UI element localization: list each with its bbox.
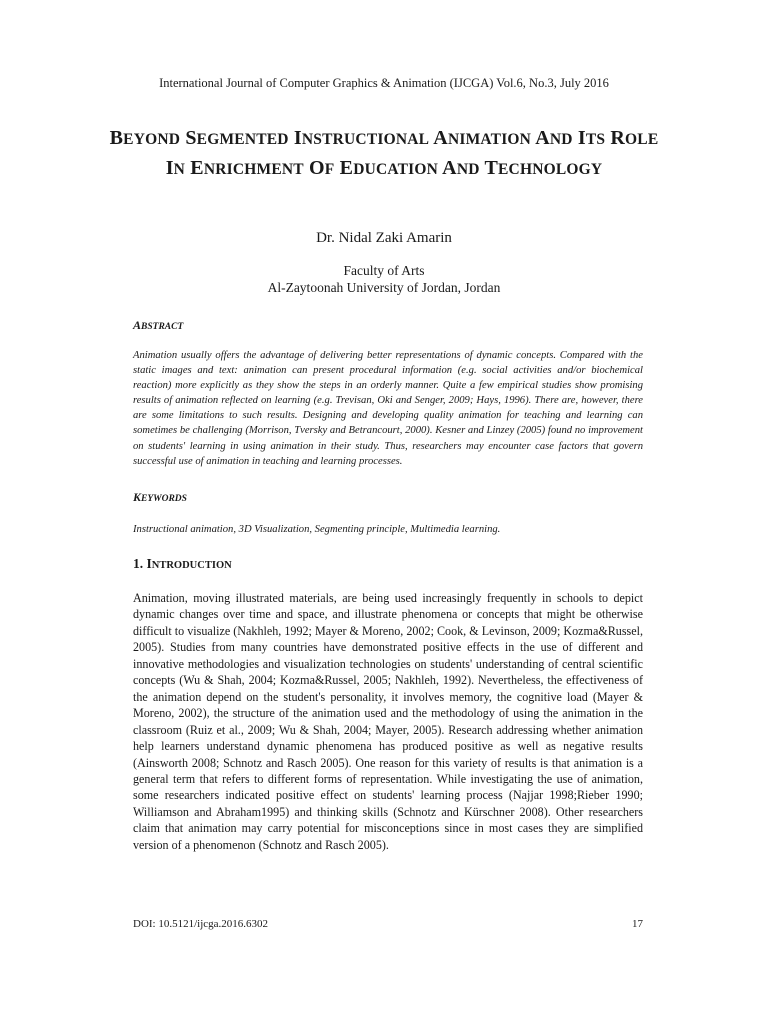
journal-running-header: International Journal of Computer Graphics & Animation (IJCGA) Vol.6, No.3, July 2016	[159, 76, 609, 90]
footer-page-number: 17	[632, 918, 643, 930]
footer-doi: DOI: 10.5121/ijcga.2016.6302	[133, 918, 269, 930]
abstract-heading	[133, 318, 183, 333]
introduction-heading-text: 1. INTRODUCTION	[133, 556, 232, 571]
affiliation-university: Al-Zaytoonah University of Jordan, Jordan	[267, 280, 501, 295]
paper-title-smallcaps: BEYOND SEGMENTED INSTRUCTIONAL ANIMATION AND ITS ROLE IN ENRICHMENT OF EDUCATION AND TECHNOLOGY	[109, 127, 659, 179]
author-affiliation	[0, 262, 768, 296]
affiliation-faculty: Faculty of Arts	[343, 263, 425, 278]
author-name: Dr. Nidal Zaki Amarin	[316, 230, 452, 246]
paper-title	[100, 124, 668, 184]
keywords-heading	[133, 490, 187, 505]
abstract-heading-text: ABSTRACT	[133, 318, 184, 332]
keywords-heading-text: KEYWORDS	[133, 490, 187, 504]
introduction-body: Animation, moving illustrated materials, are being used increasingly frequently in schools to depict dynamic changes over time and space, and illustrate phenomena or concepts that might be otherwise difficult to visualize (Nakhleh, 1992; Mayer & Moreno, 2002; Cook, & Levinson, 2009; Kozma&Russel, 2005). Studies from many countries have demonstrated positive effects in the use of different and innovative methodologies and visualization technologies on students' understanding of central scientific concepts (Wu & Shah, 2004; Kozma&Russel, 2005; Nakhleh, 1992). Nevertheless, the effectiveness of the animation depend on the student's personality, it involves memory, the cognitive load (Mayer & Moreno, 2002), the structure of the animation used and the methodology of using the animation in the classroom (Ruiz et al., 2009; Wu & Shah, 2004; Mayer, 2005). Research addressing whether animation help learners understand dynamic phenomena has produced positive as well as negative results (Ainsworth 2008; Schnotz and Rasch 2005). One reason for this variety of results is that animation is a general term that refers to different forms of representation. While investigating the use of animation, some researchers indicated positive effect on students' learning process (Najjar 1998;Rieber 1990; Williamson and Abraham1995) and thinking skills (Schnotz and Kürschner 2008). Other researchers claim that animation may carry potential for misconceptions since in most cases they are simplified version of a phenomenon (Schnotz and Rasch 2005).	[133, 591, 643, 852]
abstract-body: Animation usually offers the advantage of delivering better representations of dynamic concepts. Compared with the static images and text: animation can present procedural information (e.g. social activities and/or biochemical reaction) more explicitly as they show the steps in an orderly manner. Quite a few empirical studies show promising results of animation reflected on learning (e.g. Trevisan, Oki and Senger, 2009; Hays, 1996). There are, however, there are some limitations to such results. Designing and developing quality animation for teaching and learning can sometimes be challenging (Morrison, Tversky and Betrancourt, 2000). Kesner and Linzey (2005) found no improvement on students' learning in using animation in their study. Thus, researchers may encounter case factors that govern successful use of animation in teaching and learning processes.	[133, 350, 643, 467]
introduction-heading	[133, 556, 232, 572]
keywords-body: Instructional animation, 3D Visualization, Segmenting principle, Multimedia learning.	[133, 524, 501, 535]
